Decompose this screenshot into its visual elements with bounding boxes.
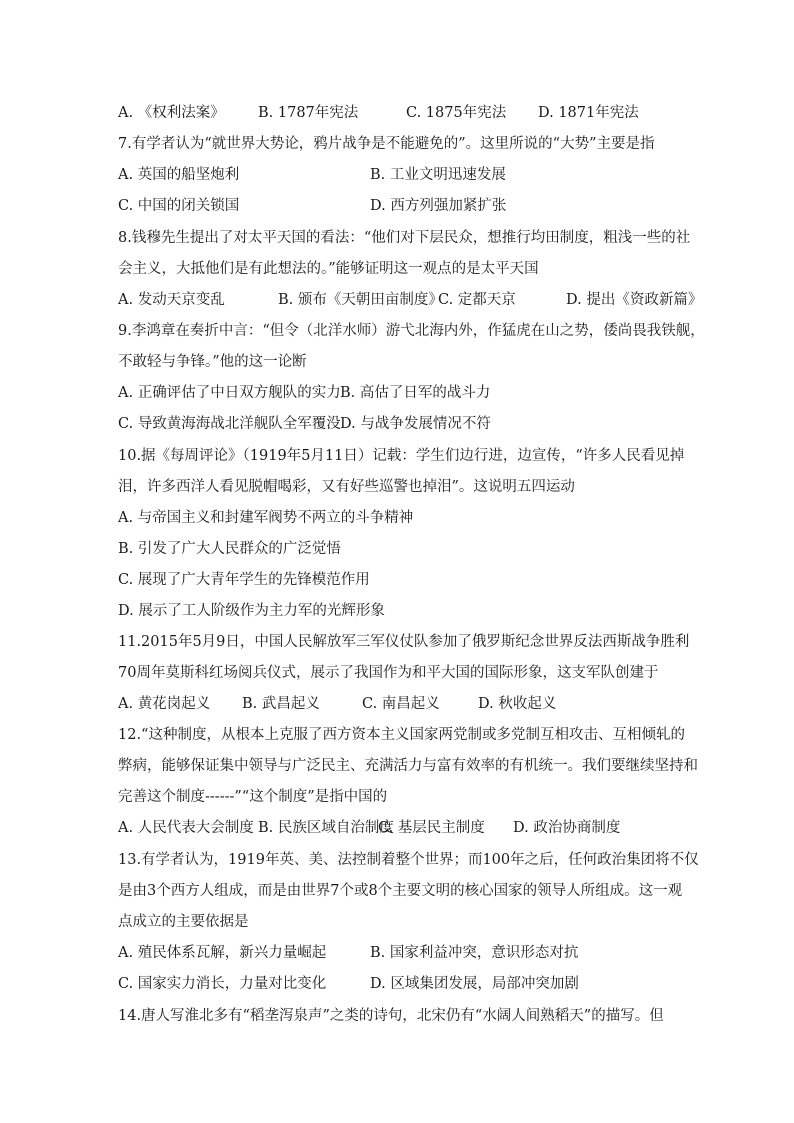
q7-option-b[interactable]: B. 工业文明迅速发展: [370, 167, 506, 183]
q11-stem-line-2: 70周年莫斯科红场阅兵仪式，展示了我国作为和平大国的国际形象，这支军队创建于: [118, 665, 659, 681]
q11-options: [118, 694, 688, 714]
q12-option-d[interactable]: D. 政治协商制度: [513, 820, 621, 836]
q9-options-row-2: [118, 414, 688, 434]
q7-options-row-1: [118, 165, 688, 185]
q12-option-c[interactable]: C. 基层民主制度: [378, 820, 485, 836]
q12-stem-line-2: 弊病，能够保证集中领导与广泛民主、充满活力与富有效率的有机统一。我们要继续坚持和: [118, 758, 698, 774]
q10-stem-line-2: 泪，许多西洋人看见脱帽喝彩，又有好些巡警也掉泪”。这说明五四运动: [118, 479, 575, 495]
q8-option-c[interactable]: C. 定都天京: [438, 292, 516, 308]
q12-options: [118, 818, 688, 838]
q8-option-a[interactable]: A. 发动天京变乱: [118, 292, 225, 308]
q8-stem-line-1: 8.钱穆先生提出了对太平天国的看法：“他们对下层民众，想推行均田制度，粗浅一些的社: [118, 230, 691, 246]
q6-option-a[interactable]: A. 《权利法案》: [118, 105, 225, 121]
q6-options: [118, 103, 688, 123]
q13-option-b[interactable]: B. 国家利益冲突，意识形态对抗: [370, 945, 579, 961]
q9-option-c[interactable]: C. 导致黄海海战北洋舰队全军覆没: [118, 416, 341, 432]
q11-option-b[interactable]: B. 武昌起义: [242, 696, 320, 712]
q10-stem-line-1: 10.据《每周评论》（1919年5月11日）记载：学生们边行进，边宣传，“许多人民看见掉: [118, 448, 685, 464]
q7-option-a[interactable]: A. 英国的船坚炮利: [118, 167, 240, 183]
q11-option-c[interactable]: C. 南昌起义: [362, 696, 440, 712]
q10-option-d[interactable]: D. 展示了工人阶级作为主力军的光辉形象: [118, 603, 385, 619]
q9-options-row-1: [118, 383, 688, 403]
q8-option-d[interactable]: D. 提出《资政新篇》: [566, 292, 703, 308]
q13-option-c[interactable]: C. 国家实力消长，力量对比变化: [118, 976, 327, 992]
q11-option-d[interactable]: D. 秋收起义: [478, 696, 557, 712]
q7-option-c[interactable]: C. 中国的闭关锁国: [118, 198, 240, 214]
q8-stem-line-2: 会主义，大抵他们是有此想法的。”能够证明这一观点的是太平天国: [118, 261, 539, 277]
q13-stem-line-2: 是由3个西方人组成，而是由世界7个或8个主要文明的核心国家的领导人所组成。这一观: [118, 883, 683, 899]
q10-option-c[interactable]: C. 展现了广大青年学生的先锋模范作用: [118, 572, 370, 588]
q8-options: [118, 290, 703, 310]
q9-stem-line-1: 9.李鸿章在奏折中言：“但令（北洋水师）游弋北海内外，作猛虎在山之势，倭尚畏我铁舰，: [118, 323, 705, 339]
q13-option-a[interactable]: A. 殖民体系瓦解，新兴力量崛起: [118, 945, 327, 961]
q9-option-d[interactable]: D. 与战争发展情况不符: [340, 416, 491, 432]
q8-option-b[interactable]: B. 颁布《天朝田亩制度》: [278, 292, 443, 308]
q9-option-a[interactable]: A. 正确评估了中日双方舰队的实力: [118, 385, 341, 401]
q10-option-a[interactable]: A. 与帝国主义和封建军阀势不两立的斗争精神: [118, 510, 414, 526]
q13-stem-line-3: 点成立的主要依据是: [118, 914, 249, 930]
q6-option-d[interactable]: D. 1871年宪法: [538, 105, 639, 121]
q11-option-a[interactable]: A. 黄花岗起义: [118, 696, 211, 712]
q13-option-d[interactable]: D. 区域集团发展，局部冲突加剧: [370, 976, 579, 992]
q10-option-b[interactable]: B. 引发了广大人民群众的广泛觉悟: [118, 541, 341, 557]
q12-stem-line-3: 完善这个制度------”“这个制度”是指中国的: [118, 789, 388, 805]
q6-option-b[interactable]: B. 1787年宪法: [258, 105, 359, 121]
q13-options-row-1: [118, 943, 688, 963]
q11-stem-line-1: 11.2015年5月9日，中国人民解放军三军仪仗队参加了俄罗斯纪念世界反法西斯战争胜利: [118, 634, 690, 650]
q7-option-d[interactable]: D. 西方列强加紧扩张: [370, 198, 507, 214]
q6-option-c[interactable]: C. 1875年宪法: [406, 105, 507, 121]
q12-option-b[interactable]: B. 民族区域自治制度: [258, 820, 394, 836]
q7-options-row-2: [118, 196, 688, 216]
q9-stem-line-2: 不敢轻与争锋。”他的这一论断: [118, 354, 307, 370]
q7-stem-line-1: 7.有学者认为“就世界大势论，鸦片战争是不能避免的”。这里所说的“大势”主要是指: [118, 136, 655, 152]
q14-stem-line-1: 14.唐人写淮北多有“稻垄泻泉声”之类的诗句，北宋仍有“水阔人间熟稻天”的描写。但: [118, 1008, 664, 1024]
q12-option-a[interactable]: A. 人民代表大会制度: [118, 820, 254, 836]
q9-option-b[interactable]: B. 高估了日军的战斗力: [340, 385, 491, 401]
q13-stem-line-1: 13.有学者认为，1919年英、美、法控制着整个世界；而100年之后，任何政治集团将不仅: [118, 852, 699, 868]
q12-stem-line-1: 12.“这种制度，从根本上克服了西方资本主义国家两党制或多党制互相攻击、互相倾轧的: [118, 727, 685, 743]
q13-options-row-2: [118, 974, 688, 994]
